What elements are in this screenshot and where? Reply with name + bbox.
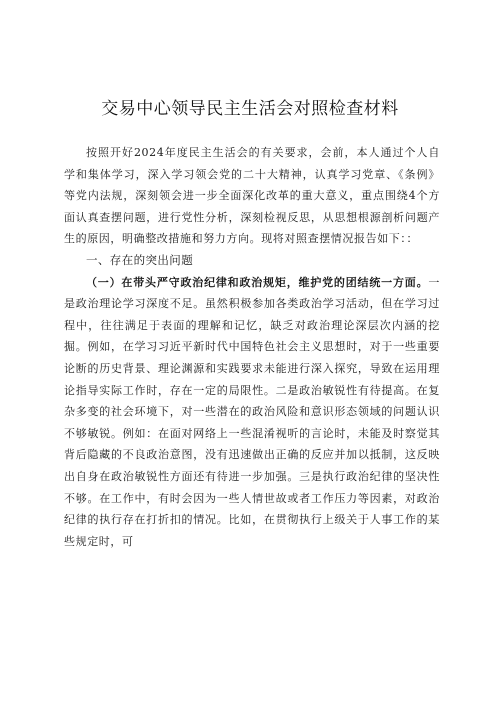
intro-paragraph: 按照开好2024年度民主生活会的有关要求，会前，本人通过个人自学和集体学习，深入学习领会党的二十大精神，认真学习党章、《条例》等党内法规，深刻领会进一步全面深化改革的重大意义，重点围绕4个方面认真查摆问题，进行党性分析，深刻检视反思，从思想根源剖析问题产生的原因，明确整改措施和努力方向。现将对照查摆情况报告如下：： [64,146,440,246]
subsection-paragraph [64,272,440,553]
document-title: 交易中心领导民主生活会对照检查材料 [101,99,399,119]
document-body [64,142,440,552]
subsection-heading: （一）在带头严守政治纪律和政治规矩，维护党的团结统一方面。 [86,275,429,289]
section-heading-problems: 一、存在的突出问题 [86,252,194,267]
subsection-body-text: 一是政治理论学习深度不足。虽然积极参加各类政治学习活动，但在学习过程中，往往满足于表面的理解和记忆，缺乏对政治理论深层次内涵的挖掘。例如，在学习习近平新时代中国特色社会主义思想时，对于一些重要论断的历史背景、理论渊源和实践要求未能进行深入探究，导致在运用理论指导实际工作时，存在一定的局限性。二是政治敏锐性有待提高。在复杂多变的社会环境下，对一些潜在的政治风险和意识形态领域的问题认识不够敏锐。例如：在面对网络上一些混淆视听的言论时，未能及时察觉其背后隐藏的不良政治意图，没有迅速做出正确的反应并加以抵制，这反映出自身在政治敏锐性方面还有待进一步加强。三是执行政治纪律的坚决性不够。在工作中，有时会因为一些人情世故或者工作压力等因素，对政治纪律的执行存在打折扣的情况。比如，在贯彻执行上级关于人事工作的某些规定时，可 [64,275,440,548]
